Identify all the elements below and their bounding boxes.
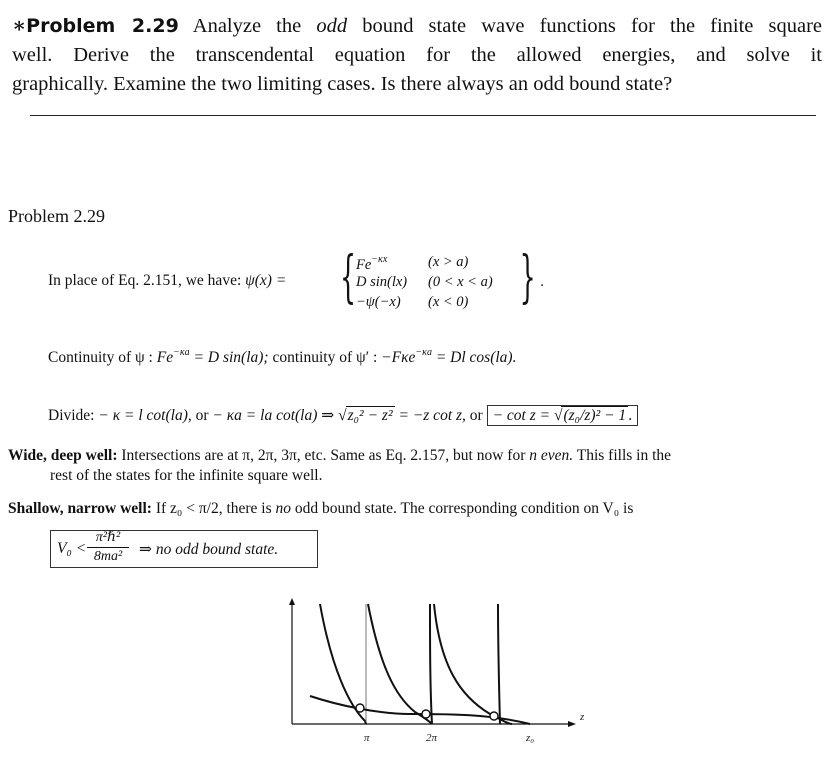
asymptote-2pi — [430, 604, 432, 724]
divide-expr: − κ = l cot(la), — [98, 407, 192, 424]
wide-well-paragraph — [8, 446, 820, 486]
cot-intersection-graph — [280, 596, 600, 746]
shallow-label: Shallow, narrow well: — [8, 500, 152, 517]
case-1-expr: $Fe^{-\kappa x}$ — [356, 254, 388, 273]
cont-expr2: −Fκe$^{-\kappa a}$ = Dl cos(la). — [381, 347, 517, 366]
piecewise-cases — [340, 245, 544, 316]
problem-line3: graphically. Examine the two limiting cases. Is there always an odd bound state? — [12, 73, 673, 95]
v0-fraction: π²ℏ² 8ma² — [87, 529, 129, 566]
case-2-cond: (0 < x < a) — [428, 274, 493, 290]
divide-label: Divide: — [48, 407, 95, 424]
or-1: or — [195, 407, 209, 424]
shallow-text-a: If z₀ < π/2, there is — [155, 500, 272, 517]
sqrt-sign: √ — [338, 407, 347, 424]
place-text: In place of Eq. 2.151, we have: — [48, 272, 242, 289]
wide-n-even: n even. — [529, 447, 574, 464]
y-axis-arrow — [289, 598, 295, 605]
intersection-2 — [422, 710, 430, 718]
shallow-no: no — [275, 500, 292, 517]
problem-odd-word: odd — [316, 15, 348, 37]
wide-text-b: This fills in the — [576, 447, 672, 464]
period: . — [540, 274, 544, 290]
asymptote-3pi — [498, 604, 500, 724]
case-2-expr: D sin(lx) — [356, 274, 408, 290]
wide-text-a: Intersections are at π, 2π, 3π, etc. Same as Eq. 2.157, but now for — [121, 447, 526, 464]
divide-expr3: = −z cot z, — [398, 407, 466, 424]
intersection-3 — [490, 712, 498, 720]
case-3-expr: −ψ(−x) — [356, 294, 401, 310]
problem-line1-a: Analyze the — [192, 15, 302, 37]
case-1-cond: (x > a) — [428, 254, 469, 270]
sqrt-inner: z₀² − z² — [347, 407, 393, 424]
wide-text-c: rest of the states for the infinite square well. — [50, 467, 323, 484]
branch-2 — [368, 604, 432, 724]
divide-expr2: − κa = la cot(la) ⇒ — [212, 407, 335, 424]
problem-line1-b: bound state wave functions for the finite square — [362, 15, 823, 37]
tick-2pi: 2π — [426, 732, 438, 744]
solution-title: Problem 2.29 — [8, 206, 105, 226]
shallow-well-paragraph — [8, 499, 820, 519]
sqrt-curve — [310, 696, 530, 724]
psi-lhs: ψ(x) = — [245, 272, 287, 289]
tick-pi: π — [364, 732, 370, 744]
cont-expr1: $Fe^{-\kappa a} = D$ sin(la); — [156, 347, 269, 366]
divider-rule — [30, 115, 816, 116]
tick-z0: z₀ — [526, 732, 535, 744]
star-marker: ∗ — [12, 15, 27, 37]
v0-result: ⇒ no odd bound state. — [139, 541, 279, 558]
x-axis-arrow — [568, 721, 576, 727]
problem-line2: well. Derive the transcendental equation for the allowed energies, and solve it — [12, 44, 822, 66]
or-2: or — [469, 407, 483, 424]
problem-statement — [12, 12, 822, 99]
axis-label-z: z — [580, 711, 585, 723]
case-3-cond: (x < 0) — [428, 294, 469, 310]
wide-label: Wide, deep well: — [8, 447, 118, 464]
v0-condition-box — [50, 530, 318, 568]
v0-lhs: V₀ < — [57, 540, 87, 557]
cont-a: Continuity of ψ : — [48, 349, 153, 366]
problem-label: Problem 2.29 — [26, 15, 179, 37]
intersection-1 — [356, 704, 364, 712]
left-brace: { — [340, 245, 357, 310]
right-brace: } — [519, 245, 536, 310]
wavefunction-line — [48, 272, 286, 290]
cont-b: continuity of ψ′ : — [272, 349, 378, 366]
boxed-equation: − cot z = √(z₀/z)² − 1 . — [487, 405, 638, 426]
divide-line — [48, 406, 638, 425]
shallow-text-b: odd bound state. The corresponding condition on V₀ is — [294, 500, 634, 517]
continuity-line — [48, 347, 516, 367]
